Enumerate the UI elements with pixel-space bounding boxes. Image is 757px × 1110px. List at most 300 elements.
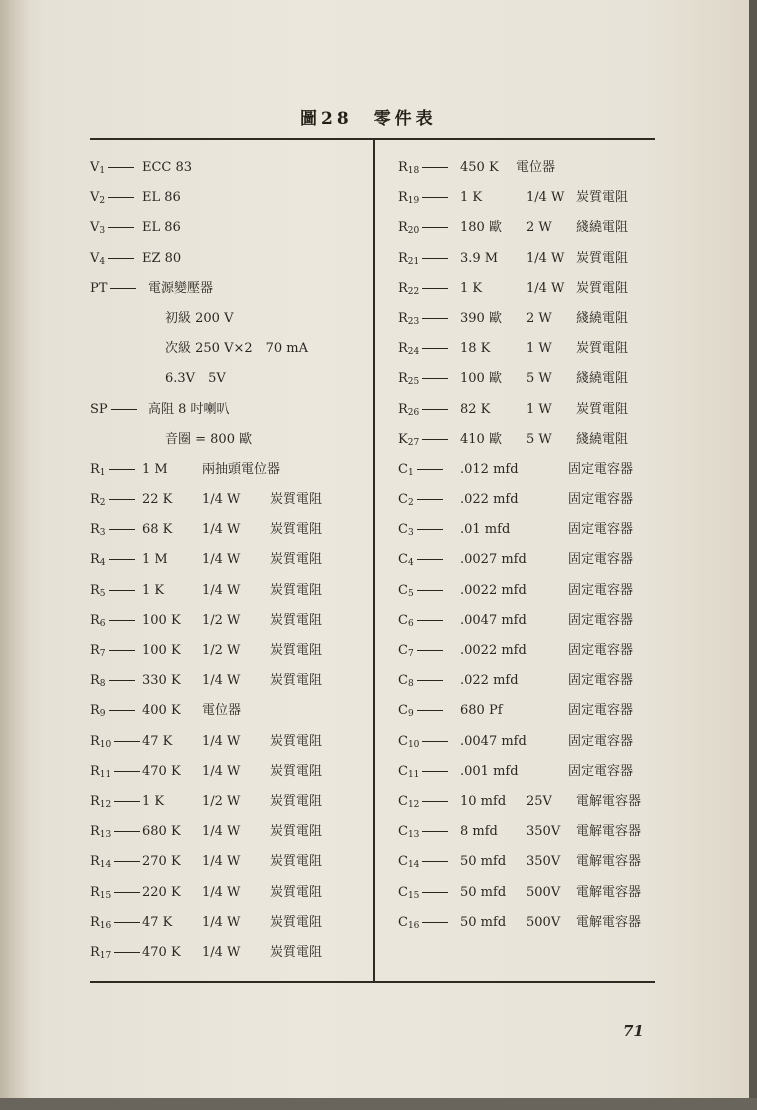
part-rating: 350V <box>526 824 561 840</box>
part-value: .001 mfd <box>460 763 519 779</box>
part-symbol-letter: C <box>398 854 408 870</box>
part-symbol-letter: R <box>398 250 408 266</box>
part-rating: 1/4 W <box>202 733 241 749</box>
part-symbol-letter: C <box>398 914 408 930</box>
parts-row <box>90 938 370 968</box>
part-value: 次級 250 V×2 70 mA <box>165 341 309 357</box>
parts-row <box>90 606 370 636</box>
part-value: 1 M <box>142 552 168 568</box>
part-rating: 1/4 W <box>202 944 241 960</box>
part-value: 400 K <box>142 703 181 719</box>
part-type: 炭質電阻 <box>270 522 323 538</box>
leader-dash <box>114 892 140 893</box>
part-value: 1 K <box>142 793 165 809</box>
part-symbol <box>398 847 451 880</box>
part-value: .01 mfd <box>460 522 511 538</box>
part-type: 固定電容器 <box>568 733 634 749</box>
parts-row <box>90 545 370 575</box>
part-rating: 500V <box>526 914 561 930</box>
part-value: 音圈 = 800 歐 <box>165 431 253 447</box>
part-symbol <box>398 153 451 186</box>
part-type: 固定電容器 <box>568 673 634 689</box>
part-symbol-index: 8 <box>99 679 106 690</box>
part-type: 炭質電阻 <box>270 914 323 930</box>
part-type: 固定電容器 <box>568 612 634 628</box>
leader-dash <box>114 861 140 862</box>
parts-row <box>398 274 653 304</box>
leader-dash <box>422 439 448 440</box>
part-value: .0047 mfd <box>460 612 527 628</box>
part-symbol-index: 8 <box>407 679 414 690</box>
part-type: 炭質電阻 <box>270 492 323 508</box>
part-rating: 1/2 W <box>202 643 241 658</box>
part-symbol <box>90 606 138 639</box>
part-type: 綫繞電阻 <box>576 310 629 326</box>
parts-row <box>398 183 653 213</box>
leader-dash <box>109 499 135 500</box>
part-symbol-index: 6 <box>99 618 106 629</box>
part-symbol <box>90 757 143 790</box>
part-type: 炭質電阻 <box>270 643 323 658</box>
part-symbol-letter: R <box>90 643 100 658</box>
leader-dash <box>109 680 135 681</box>
part-symbol-letter: C <box>398 733 408 749</box>
part-symbol-index: 6 <box>407 618 414 629</box>
part-symbol <box>90 938 143 971</box>
part-symbol-letter: R <box>90 492 100 508</box>
part-symbol-index: 9 <box>99 709 106 720</box>
leader-dash <box>422 167 448 168</box>
leader-dash <box>422 892 448 893</box>
leader-dash <box>417 469 443 470</box>
part-symbol-letter: C <box>398 673 408 689</box>
part-symbol-letter: C <box>398 582 408 598</box>
leader-dash <box>417 680 443 681</box>
leader-dash <box>109 529 135 530</box>
part-value: 680 Pf <box>460 703 503 719</box>
part-value: EL 86 <box>142 220 181 236</box>
leader-dash <box>417 529 443 530</box>
part-type: 固定電容器 <box>568 492 634 508</box>
part-value: 47 K <box>142 914 173 930</box>
part-type: 炭質電阻 <box>270 612 323 628</box>
part-symbol-index: 5 <box>99 588 106 599</box>
leader-dash <box>108 227 134 228</box>
part-type: 炭質電阻 <box>270 733 323 749</box>
part-symbol-letter: R <box>398 401 408 417</box>
part-symbol <box>398 878 451 911</box>
table-column-divider <box>373 140 375 981</box>
part-symbol-letter: R <box>90 884 100 900</box>
part-symbol-index: 5 <box>407 588 414 599</box>
part-rating: 1/2 W <box>202 793 241 809</box>
part-rating: 1/4 W <box>202 763 241 779</box>
part-symbol-index: 21 <box>407 256 420 267</box>
part-symbol <box>398 425 451 458</box>
part-symbol-index: 23 <box>407 316 420 327</box>
part-rating: 1/4 W <box>526 280 565 296</box>
part-type: 炭質電阻 <box>270 673 323 689</box>
part-symbol <box>398 183 451 216</box>
part-symbol <box>90 576 138 609</box>
parts-row <box>90 485 370 515</box>
part-value: 22 K <box>142 492 173 508</box>
part-rating: 電位器 <box>516 160 556 175</box>
leader-dash <box>110 288 136 289</box>
part-rating: 1/4 W <box>526 250 565 266</box>
part-type: 固定電容器 <box>568 703 634 719</box>
parts-row <box>90 757 370 787</box>
parts-row <box>90 274 370 304</box>
part-value: 330 K <box>142 673 181 689</box>
part-value: 47 K <box>142 733 173 749</box>
part-value: ECC 83 <box>142 160 193 175</box>
part-symbol <box>90 153 137 186</box>
part-value: 6.3V 5V <box>165 371 226 387</box>
part-value: 10 mfd <box>460 793 507 809</box>
part-symbol-index: 26 <box>407 407 420 418</box>
part-symbol <box>90 817 143 850</box>
parts-row <box>90 213 370 243</box>
part-symbol-index: 1 <box>99 166 106 176</box>
part-symbol-letter: C <box>398 703 408 719</box>
part-value: 1 K <box>460 190 483 206</box>
part-value: 初級 200 V <box>165 310 234 326</box>
leader-dash <box>108 258 134 259</box>
part-value: 450 K <box>460 160 499 175</box>
part-rating: 1/4 W <box>202 854 241 870</box>
part-symbol-letter: C <box>398 793 408 809</box>
part-type: 綫繞電阻 <box>576 220 629 236</box>
part-symbol <box>398 545 446 578</box>
leader-dash <box>109 650 135 651</box>
part-rating: 25V <box>526 793 552 809</box>
part-symbol-index: 16 <box>99 920 112 931</box>
part-rating: 1/4 W <box>202 673 241 689</box>
parts-row <box>398 727 653 757</box>
part-type: 固定電容器 <box>568 552 634 568</box>
part-symbol-letter: C <box>398 461 408 477</box>
part-symbol-index: 12 <box>407 799 420 810</box>
part-symbol <box>398 395 451 428</box>
part-symbol-letter: C <box>398 643 408 658</box>
part-symbol <box>90 515 138 548</box>
parts-row <box>398 666 653 696</box>
part-symbol-letter: C <box>398 884 408 900</box>
part-value: 電源變壓器 <box>148 280 214 296</box>
part-symbol <box>90 545 138 578</box>
part-symbol-letter: R <box>90 914 100 930</box>
parts-list-right <box>398 153 653 938</box>
part-rating: 5 W <box>526 431 552 447</box>
part-symbol <box>398 727 451 760</box>
parts-row <box>90 425 370 455</box>
part-symbol-index: 15 <box>407 890 420 901</box>
leader-dash <box>109 620 135 621</box>
part-symbol-index: 4 <box>407 558 414 569</box>
part-symbol-letter: R <box>90 944 100 960</box>
part-symbol-letter: V <box>90 160 100 175</box>
part-symbol-index: 9 <box>407 709 414 720</box>
part-symbol <box>398 244 451 277</box>
part-symbol-letter: R <box>398 220 408 236</box>
part-symbol <box>90 666 138 699</box>
part-value: .0022 mfd <box>460 643 527 658</box>
part-value: 1 M <box>142 461 168 477</box>
part-type: 固定電容器 <box>568 582 634 598</box>
part-symbol <box>398 908 451 941</box>
leader-dash <box>417 559 443 560</box>
part-symbol-index: 15 <box>99 890 112 901</box>
part-symbol <box>90 395 140 425</box>
page-title: 圖28 零件表 <box>300 109 437 129</box>
part-type: 炭質電阻 <box>270 763 323 779</box>
leader-dash <box>111 409 137 410</box>
part-symbol-index: 11 <box>99 769 112 780</box>
part-type: 炭質電阻 <box>576 250 629 266</box>
parts-row <box>90 576 370 606</box>
part-symbol-index: 13 <box>407 830 420 841</box>
part-symbol-index: 24 <box>407 347 420 358</box>
part-value: 8 mfd <box>460 824 498 840</box>
parts-row <box>90 696 370 726</box>
part-symbol <box>398 696 446 729</box>
part-value: 1 K <box>142 582 165 598</box>
leader-dash <box>109 469 135 470</box>
part-type: 固定電容器 <box>568 461 634 477</box>
part-rating: 500V <box>526 884 561 900</box>
part-value: EL 86 <box>142 190 181 206</box>
part-value: 390 歐 <box>460 310 502 326</box>
part-rating: 1/4 W <box>202 914 241 930</box>
part-symbol <box>90 787 143 820</box>
part-symbol-letter: SP <box>90 401 108 417</box>
parts-row <box>398 334 653 364</box>
parts-row <box>398 908 653 938</box>
spine-shadow <box>0 0 30 1110</box>
part-symbol-index: 2 <box>407 498 414 509</box>
part-value: .012 mfd <box>460 461 519 477</box>
part-symbol-letter: R <box>90 461 100 477</box>
parts-row <box>398 455 653 485</box>
leader-dash <box>109 559 135 560</box>
part-value: 68 K <box>142 522 173 538</box>
part-value: 50 mfd <box>460 884 507 900</box>
part-value: .022 mfd <box>460 492 519 508</box>
part-rating: 1/4 W <box>202 492 241 508</box>
part-symbol <box>398 455 446 488</box>
part-symbol-index: 4 <box>99 256 106 267</box>
part-type: 炭質電阻 <box>270 884 323 900</box>
part-symbol-letter: C <box>398 552 408 568</box>
parts-row <box>90 727 370 757</box>
part-symbol-letter: R <box>398 341 408 357</box>
parts-row <box>398 304 653 334</box>
part-symbol <box>90 727 143 760</box>
part-type: 綫繞電阻 <box>576 371 629 387</box>
leader-dash <box>114 952 140 953</box>
leader-dash <box>422 227 448 228</box>
part-symbol-index: 7 <box>99 649 106 659</box>
leader-dash <box>422 378 448 379</box>
part-symbol <box>398 576 446 609</box>
part-symbol-index: 12 <box>99 799 112 810</box>
part-type: 固定電容器 <box>568 763 634 779</box>
parts-row <box>398 395 653 425</box>
part-symbol-index: 19 <box>407 196 420 207</box>
part-symbol-index: 10 <box>99 739 112 750</box>
part-symbol-letter: R <box>398 310 408 326</box>
part-type: 電解電容器 <box>576 884 642 900</box>
part-symbol-index: 27 <box>407 437 420 448</box>
part-symbol-index: 3 <box>407 528 414 539</box>
part-symbol-letter: R <box>398 190 408 206</box>
part-symbol-letter: R <box>398 160 408 175</box>
parts-row <box>398 696 653 726</box>
part-type: 電解電容器 <box>576 914 642 930</box>
part-symbol-index: 10 <box>407 739 420 750</box>
leader-dash <box>114 801 140 802</box>
parts-row <box>90 787 370 817</box>
parts-row <box>398 606 653 636</box>
leader-dash <box>109 710 135 711</box>
part-value: 3.9 M <box>460 250 499 266</box>
parts-row <box>90 334 370 364</box>
part-symbol-index: 20 <box>407 226 420 237</box>
part-symbol-index: 2 <box>99 498 106 509</box>
parts-row <box>398 847 653 877</box>
parts-row <box>398 757 653 787</box>
parts-list-left <box>90 153 370 968</box>
part-symbol-letter: C <box>398 492 408 508</box>
parts-row <box>398 213 653 243</box>
parts-row <box>90 304 370 334</box>
part-rating: 350V <box>526 854 561 870</box>
leader-dash <box>114 771 140 772</box>
part-symbol <box>398 334 451 367</box>
leader-dash <box>108 197 134 198</box>
part-symbol-index: 25 <box>407 377 420 388</box>
part-symbol <box>398 636 446 669</box>
part-value: 100 K <box>142 643 181 658</box>
part-type: 固定電容器 <box>568 522 634 538</box>
leader-dash <box>422 258 448 259</box>
part-type: 電解電容器 <box>576 824 642 840</box>
part-symbol-letter: R <box>90 793 100 809</box>
parts-row <box>398 515 653 545</box>
part-rating: 1/4 W <box>202 824 241 840</box>
part-type: 炭質電阻 <box>270 793 323 809</box>
part-rating: 2 W <box>526 310 552 326</box>
part-symbol-index: 4 <box>99 558 106 569</box>
part-symbol <box>90 274 139 304</box>
part-symbol-letter: C <box>398 824 408 840</box>
parts-row <box>398 545 653 575</box>
part-symbol-index: 1 <box>99 467 106 478</box>
part-symbol-index: 14 <box>407 860 420 871</box>
parts-row <box>90 515 370 545</box>
part-rating: 1/4 W <box>202 552 241 568</box>
parts-row <box>90 153 370 183</box>
parts-row <box>398 636 653 666</box>
part-symbol <box>398 485 446 518</box>
part-symbol-letter: K <box>398 431 408 447</box>
part-symbol-letter: R <box>90 522 100 538</box>
part-value: 270 K <box>142 854 181 870</box>
part-symbol <box>90 244 137 277</box>
parts-row <box>90 847 370 877</box>
part-symbol-letter: R <box>90 612 100 628</box>
part-symbol-letter: R <box>90 824 100 840</box>
part-symbol <box>398 817 451 850</box>
part-symbol <box>398 213 451 246</box>
parts-row <box>398 576 653 606</box>
part-symbol <box>90 636 138 669</box>
part-rating: 兩抽頭電位器 <box>202 461 281 477</box>
part-symbol <box>90 908 143 941</box>
part-symbol <box>90 485 138 518</box>
leader-dash <box>109 590 135 591</box>
leader-dash <box>422 922 448 923</box>
parts-row <box>398 244 653 274</box>
parts-row <box>90 878 370 908</box>
part-type: 炭質電阻 <box>270 824 323 840</box>
part-symbol-letter: R <box>90 703 100 719</box>
part-value: .022 mfd <box>460 673 519 689</box>
part-rating: 1/4 W <box>526 190 565 206</box>
part-rating: 1 W <box>526 401 552 417</box>
part-symbol <box>398 757 451 790</box>
part-value: 100 K <box>142 612 181 628</box>
part-rating: 1/4 W <box>202 582 241 598</box>
part-symbol <box>398 515 446 548</box>
part-type: 炭質電阻 <box>270 552 323 568</box>
part-type: 電解電容器 <box>576 854 642 870</box>
leader-dash <box>417 710 443 711</box>
part-value: .0022 mfd <box>460 582 527 598</box>
part-symbol-index: 22 <box>407 286 420 297</box>
leader-dash <box>422 348 448 349</box>
parts-row <box>90 244 370 274</box>
part-type: 電解電容器 <box>576 793 642 809</box>
part-symbol-letter: R <box>398 280 408 296</box>
part-value: 470 K <box>142 763 181 779</box>
parts-row <box>398 878 653 908</box>
part-rating: 1/2 W <box>202 612 241 628</box>
part-symbol-index: 13 <box>99 830 112 841</box>
part-value: 180 歐 <box>460 220 502 236</box>
part-symbol <box>398 606 446 639</box>
part-symbol <box>90 213 137 246</box>
part-type: 綫繞電阻 <box>576 431 629 447</box>
leader-dash <box>422 197 448 198</box>
part-type: 炭質電阻 <box>270 854 323 870</box>
part-symbol-index: 1 <box>407 467 414 478</box>
parts-row <box>398 425 653 455</box>
part-symbol-index: 2 <box>99 196 106 207</box>
leader-dash <box>422 288 448 289</box>
part-type: 炭質電阻 <box>576 401 629 417</box>
page-edge-bottom <box>0 1098 757 1110</box>
leader-dash <box>417 590 443 591</box>
part-symbol-index: 17 <box>99 950 112 961</box>
part-symbol <box>398 666 446 699</box>
part-symbol <box>90 696 138 729</box>
part-value: .0047 mfd <box>460 733 527 749</box>
part-symbol-letter: V <box>90 220 100 236</box>
part-value: 50 mfd <box>460 914 507 930</box>
leader-dash <box>422 771 448 772</box>
